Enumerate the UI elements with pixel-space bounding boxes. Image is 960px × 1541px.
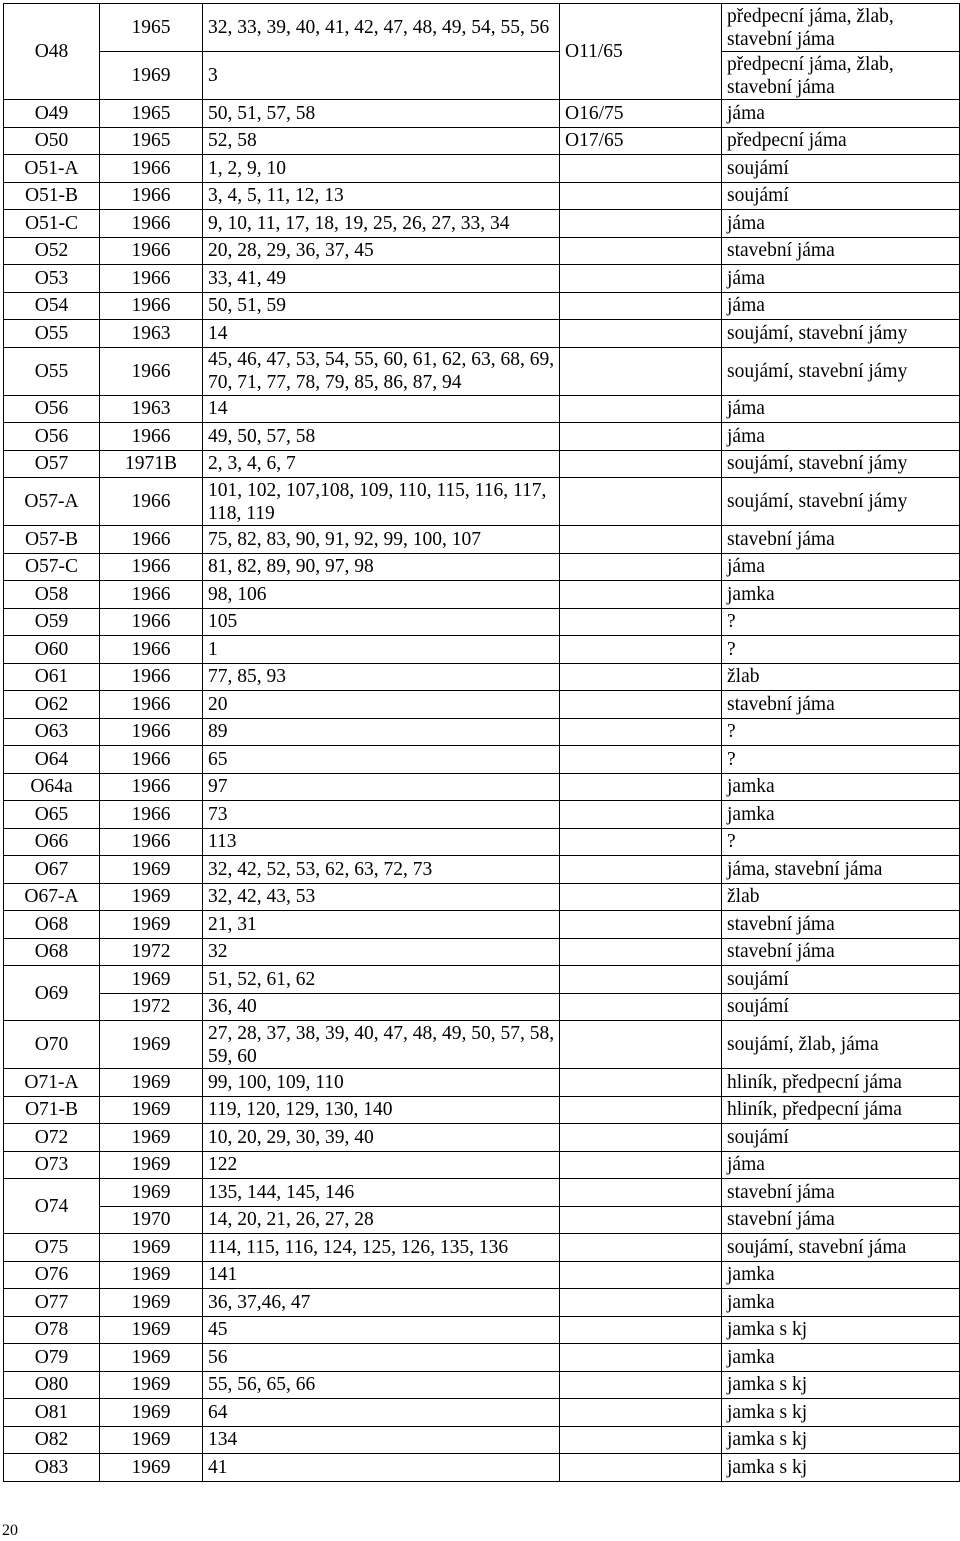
table-row [4, 210, 960, 238]
year-cell: 1969 [100, 1124, 203, 1152]
feature-type-cell: soujámí, stavební jámy [722, 320, 960, 348]
objects-table [3, 3, 960, 1482]
year-cell: 1966 [100, 801, 203, 829]
feature-type-cell: hliník, předpecní jáma [722, 1096, 960, 1124]
reference-cell [560, 1069, 722, 1097]
object-id-cell: O66 [4, 828, 100, 856]
year-cell: 1969 [100, 1289, 203, 1317]
reference-cell: O11/65 [560, 4, 722, 100]
squares-cell: 73 [203, 801, 560, 829]
squares-cell: 134 [203, 1426, 560, 1454]
object-id-cell: O57-A [4, 478, 100, 526]
year-cell: 1972 [100, 938, 203, 966]
reference-cell [560, 395, 722, 423]
year-cell: 1966 [100, 553, 203, 581]
reference-cell [560, 210, 722, 238]
feature-type-cell: ? [722, 718, 960, 746]
reference-cell [560, 1179, 722, 1207]
feature-type-cell: jáma [722, 395, 960, 423]
table-row [4, 608, 960, 636]
year-cell: 1966 [100, 691, 203, 719]
reference-cell [560, 608, 722, 636]
object-id-cell: O54 [4, 292, 100, 320]
table-row [4, 478, 960, 526]
squares-cell: 33, 41, 49 [203, 265, 560, 293]
table-row [4, 883, 960, 911]
year-cell: 1969 [100, 1316, 203, 1344]
year-cell: 1969 [100, 1454, 203, 1482]
squares-cell: 10, 20, 29, 30, 39, 40 [203, 1124, 560, 1152]
year-cell: 1969 [100, 1344, 203, 1372]
feature-type-cell: stavební jáma [722, 911, 960, 939]
squares-cell: 114, 115, 116, 124, 125, 126, 135, 136 [203, 1234, 560, 1262]
squares-cell: 50, 51, 59 [203, 292, 560, 320]
object-id-cell: O59 [4, 608, 100, 636]
object-id-cell: O51-C [4, 210, 100, 238]
reference-cell [560, 237, 722, 265]
table-row [4, 320, 960, 348]
table-row [4, 395, 960, 423]
table-row [4, 1151, 960, 1179]
feature-type-cell: jamka [722, 773, 960, 801]
squares-cell: 32, 33, 39, 40, 41, 42, 47, 48, 49, 54, 55, 56 [203, 4, 560, 52]
table-row [4, 127, 960, 155]
object-id-cell: O71-A [4, 1069, 100, 1097]
squares-cell: 41 [203, 1454, 560, 1482]
table-row [4, 1234, 960, 1262]
object-id-cell: O81 [4, 1399, 100, 1427]
table-row [4, 801, 960, 829]
object-id-cell: O82 [4, 1426, 100, 1454]
object-id-cell: O67-A [4, 883, 100, 911]
reference-cell [560, 1399, 722, 1427]
feature-type-cell: soujámí, stavební jáma [722, 1234, 960, 1262]
squares-cell: 27, 28, 37, 38, 39, 40, 47, 48, 49, 50, 57, 58, 59, 60 [203, 1021, 560, 1069]
object-id-cell: O55 [4, 347, 100, 395]
reference-cell [560, 1124, 722, 1152]
year-cell: 1966 [100, 210, 203, 238]
squares-cell: 75, 82, 83, 90, 91, 92, 99, 100, 107 [203, 526, 560, 554]
feature-type-cell: žlab [722, 663, 960, 691]
table-row [4, 911, 960, 939]
table-row [4, 526, 960, 554]
table-row [4, 553, 960, 581]
object-id-cell: O79 [4, 1344, 100, 1372]
squares-cell: 56 [203, 1344, 560, 1372]
table-row [4, 691, 960, 719]
year-cell: 1966 [100, 581, 203, 609]
object-id-cell: O57 [4, 450, 100, 478]
year-cell: 1970 [100, 1206, 203, 1234]
feature-type-cell: jáma, stavební jáma [722, 856, 960, 884]
object-id-cell: O74 [4, 1179, 100, 1234]
reference-cell [560, 993, 722, 1021]
table-row [4, 718, 960, 746]
table-row [4, 773, 960, 801]
reference-cell: O17/65 [560, 127, 722, 155]
reference-cell [560, 423, 722, 451]
year-cell: 1966 [100, 608, 203, 636]
table-row [4, 938, 960, 966]
object-id-cell: O69 [4, 966, 100, 1021]
reference-cell [560, 966, 722, 994]
reference-cell [560, 526, 722, 554]
year-cell: 1969 [100, 1371, 203, 1399]
reference-cell [560, 1316, 722, 1344]
table-row [4, 450, 960, 478]
squares-cell: 81, 82, 89, 90, 97, 98 [203, 553, 560, 581]
object-id-cell: O72 [4, 1124, 100, 1152]
feature-type-cell: jáma [722, 210, 960, 238]
year-cell: 1969 [100, 1179, 203, 1207]
object-id-cell: O68 [4, 938, 100, 966]
squares-cell: 32, 42, 52, 53, 62, 63, 72, 73 [203, 856, 560, 884]
table-row [4, 1069, 960, 1097]
squares-cell: 21, 31 [203, 911, 560, 939]
feature-type-cell: jáma [722, 292, 960, 320]
feature-type-cell: stavební jáma [722, 237, 960, 265]
table-row [4, 746, 960, 774]
table-row [4, 966, 960, 994]
reference-cell [560, 1261, 722, 1289]
reference-cell [560, 1206, 722, 1234]
table-row [4, 347, 960, 395]
table-row [4, 1316, 960, 1344]
feature-type-cell: soujámí [722, 155, 960, 183]
year-cell: 1966 [100, 746, 203, 774]
year-cell: 1969 [100, 1069, 203, 1097]
table-row [4, 1289, 960, 1317]
feature-type-cell: jamka s kj [722, 1316, 960, 1344]
object-id-cell: O78 [4, 1316, 100, 1344]
year-cell: 1965 [100, 4, 203, 52]
squares-cell: 135, 144, 145, 146 [203, 1179, 560, 1207]
feature-type-cell: ? [722, 746, 960, 774]
year-cell: 1969 [100, 1261, 203, 1289]
reference-cell [560, 182, 722, 210]
reference-cell [560, 938, 722, 966]
reference-cell [560, 911, 722, 939]
object-id-cell: O76 [4, 1261, 100, 1289]
object-id-cell: O64a [4, 773, 100, 801]
object-id-cell: O68 [4, 911, 100, 939]
feature-type-cell: jamka s kj [722, 1399, 960, 1427]
object-id-cell: O70 [4, 1021, 100, 1069]
feature-type-cell: hliník, předpecní jáma [722, 1069, 960, 1097]
squares-cell: 97 [203, 773, 560, 801]
reference-cell [560, 718, 722, 746]
squares-cell: 49, 50, 57, 58 [203, 423, 560, 451]
feature-type-cell: soujámí, stavební jámy [722, 478, 960, 526]
feature-type-cell: ? [722, 828, 960, 856]
table-row [4, 182, 960, 210]
object-id-cell: O75 [4, 1234, 100, 1262]
object-id-cell: O51-B [4, 182, 100, 210]
squares-cell: 14, 20, 21, 26, 27, 28 [203, 1206, 560, 1234]
reference-cell [560, 663, 722, 691]
year-cell: 1969 [100, 1234, 203, 1262]
reference-cell [560, 155, 722, 183]
object-id-cell: O73 [4, 1151, 100, 1179]
feature-type-cell: jáma [722, 423, 960, 451]
object-id-cell: O52 [4, 237, 100, 265]
feature-type-cell: stavební jáma [722, 938, 960, 966]
squares-cell: 119, 120, 129, 130, 140 [203, 1096, 560, 1124]
feature-type-cell: soujámí [722, 182, 960, 210]
squares-cell: 105 [203, 608, 560, 636]
object-id-cell: O63 [4, 718, 100, 746]
object-id-cell: O48 [4, 4, 100, 100]
table-row [4, 100, 960, 128]
table-row [4, 1021, 960, 1069]
table-row [4, 1179, 960, 1207]
feature-type-cell: soujámí, stavební jámy [722, 347, 960, 395]
squares-cell: 64 [203, 1399, 560, 1427]
feature-type-cell: ? [722, 636, 960, 664]
object-id-cell: O77 [4, 1289, 100, 1317]
reference-cell [560, 581, 722, 609]
reference-cell [560, 883, 722, 911]
year-cell: 1966 [100, 828, 203, 856]
feature-type-cell: soujámí, stavební jámy [722, 450, 960, 478]
table-row [4, 993, 960, 1021]
table-row [4, 1206, 960, 1234]
reference-cell [560, 320, 722, 348]
feature-type-cell: stavební jáma [722, 1206, 960, 1234]
year-cell: 1969 [100, 1096, 203, 1124]
table-row [4, 265, 960, 293]
reference-cell [560, 1234, 722, 1262]
table-row [4, 423, 960, 451]
table-row [4, 856, 960, 884]
table-row [4, 52, 960, 100]
squares-cell: 3 [203, 52, 560, 100]
squares-cell: 45 [203, 1316, 560, 1344]
table-row [4, 581, 960, 609]
squares-cell: 1 [203, 636, 560, 664]
squares-cell: 45, 46, 47, 53, 54, 55, 60, 61, 62, 63, 68, 69, 70, 71, 77, 78, 79, 85, 86, 87, 94 [203, 347, 560, 395]
feature-type-cell: stavební jáma [722, 1179, 960, 1207]
year-cell: 1969 [100, 911, 203, 939]
feature-type-cell: předpecní jáma, žlab, stavební jáma [722, 4, 960, 52]
table-row [4, 636, 960, 664]
object-id-cell: O51-A [4, 155, 100, 183]
year-cell: 1963 [100, 395, 203, 423]
year-cell: 1966 [100, 423, 203, 451]
feature-type-cell: jamka [722, 801, 960, 829]
feature-type-cell: soujámí [722, 966, 960, 994]
squares-cell: 20, 28, 29, 36, 37, 45 [203, 237, 560, 265]
year-cell: 1972 [100, 993, 203, 1021]
table-row [4, 155, 960, 183]
reference-cell [560, 801, 722, 829]
reference-cell [560, 1151, 722, 1179]
feature-type-cell: jamka [722, 1289, 960, 1317]
reference-cell [560, 1021, 722, 1069]
squares-cell: 14 [203, 395, 560, 423]
squares-cell: 20 [203, 691, 560, 719]
object-id-cell: O61 [4, 663, 100, 691]
object-id-cell: O62 [4, 691, 100, 719]
squares-cell: 98, 106 [203, 581, 560, 609]
reference-cell [560, 1096, 722, 1124]
reference-cell [560, 1344, 722, 1372]
year-cell: 1965 [100, 100, 203, 128]
feature-type-cell: jamka s kj [722, 1426, 960, 1454]
object-id-cell: O71-B [4, 1096, 100, 1124]
year-cell: 1966 [100, 182, 203, 210]
object-id-cell: O64 [4, 746, 100, 774]
year-cell: 1966 [100, 636, 203, 664]
reference-cell [560, 856, 722, 884]
squares-cell: 9, 10, 11, 17, 18, 19, 25, 26, 27, 33, 34 [203, 210, 560, 238]
squares-cell: 14 [203, 320, 560, 348]
squares-cell: 2, 3, 4, 6, 7 [203, 450, 560, 478]
squares-cell: 122 [203, 1151, 560, 1179]
table-row [4, 828, 960, 856]
year-cell: 1969 [100, 1426, 203, 1454]
reference-cell [560, 265, 722, 293]
feature-type-cell: předpecní jáma [722, 127, 960, 155]
feature-type-cell: soujámí, žlab, jáma [722, 1021, 960, 1069]
object-id-cell: O67 [4, 856, 100, 884]
feature-type-cell: předpecní jáma, žlab, stavební jáma [722, 52, 960, 100]
reference-cell [560, 746, 722, 774]
feature-type-cell: soujámí [722, 1124, 960, 1152]
squares-cell: 36, 40 [203, 993, 560, 1021]
reference-cell [560, 1289, 722, 1317]
year-cell: 1966 [100, 663, 203, 691]
feature-type-cell: jamka s kj [722, 1371, 960, 1399]
object-id-cell: O65 [4, 801, 100, 829]
object-id-cell: O60 [4, 636, 100, 664]
reference-cell [560, 553, 722, 581]
year-cell: 1966 [100, 526, 203, 554]
year-cell: 1966 [100, 718, 203, 746]
table-row [4, 237, 960, 265]
squares-cell: 141 [203, 1261, 560, 1289]
year-cell: 1969 [100, 1399, 203, 1427]
reference-cell [560, 347, 722, 395]
reference-cell [560, 478, 722, 526]
feature-type-cell: soujámí [722, 993, 960, 1021]
feature-type-cell: jáma [722, 100, 960, 128]
feature-type-cell: jáma [722, 1151, 960, 1179]
squares-cell: 1, 2, 9, 10 [203, 155, 560, 183]
year-cell: 1966 [100, 155, 203, 183]
year-cell: 1969 [100, 1021, 203, 1069]
year-cell: 1969 [100, 966, 203, 994]
object-id-cell: O56 [4, 395, 100, 423]
object-id-cell: O53 [4, 265, 100, 293]
reference-cell [560, 1426, 722, 1454]
object-id-cell: O49 [4, 100, 100, 128]
reference-cell [560, 450, 722, 478]
squares-cell: 101, 102, 107,108, 109, 110, 115, 116, 117, 118, 119 [203, 478, 560, 526]
table-row [4, 1371, 960, 1399]
feature-type-cell: ? [722, 608, 960, 636]
object-id-cell: O56 [4, 423, 100, 451]
year-cell: 1969 [100, 856, 203, 884]
table-row [4, 1454, 960, 1482]
squares-cell: 36, 37,46, 47 [203, 1289, 560, 1317]
squares-cell: 99, 100, 109, 110 [203, 1069, 560, 1097]
feature-type-cell: stavební jáma [722, 526, 960, 554]
year-cell: 1969 [100, 883, 203, 911]
reference-cell [560, 1371, 722, 1399]
table-row [4, 1426, 960, 1454]
table-row [4, 1399, 960, 1427]
table-row [4, 1261, 960, 1289]
squares-cell: 32, 42, 43, 53 [203, 883, 560, 911]
year-cell: 1969 [100, 1151, 203, 1179]
squares-cell: 51, 52, 61, 62 [203, 966, 560, 994]
table-row [4, 4, 960, 52]
feature-type-cell: žlab [722, 883, 960, 911]
feature-type-cell: jáma [722, 553, 960, 581]
squares-cell: 113 [203, 828, 560, 856]
table-row [4, 292, 960, 320]
year-cell: 1966 [100, 265, 203, 293]
object-id-cell: O58 [4, 581, 100, 609]
feature-type-cell: jamka [722, 1261, 960, 1289]
year-cell: 1966 [100, 773, 203, 801]
table-row [4, 1124, 960, 1152]
year-cell: 1966 [100, 292, 203, 320]
reference-cell [560, 636, 722, 664]
reference-cell [560, 691, 722, 719]
table-row [4, 663, 960, 691]
squares-cell: 50, 51, 57, 58 [203, 100, 560, 128]
feature-type-cell: jamka s kj [722, 1454, 960, 1482]
year-cell: 1966 [100, 237, 203, 265]
feature-type-cell: jáma [722, 265, 960, 293]
squares-cell: 89 [203, 718, 560, 746]
feature-type-cell: stavební jáma [722, 691, 960, 719]
squares-cell: 77, 85, 93 [203, 663, 560, 691]
object-id-cell: O50 [4, 127, 100, 155]
feature-type-cell: jamka [722, 581, 960, 609]
object-id-cell: O83 [4, 1454, 100, 1482]
year-cell: 1969 [100, 52, 203, 100]
object-id-cell: O55 [4, 320, 100, 348]
reference-cell [560, 773, 722, 801]
reference-cell [560, 292, 722, 320]
reference-cell [560, 1454, 722, 1482]
year-cell: 1966 [100, 478, 203, 526]
table-row [4, 1096, 960, 1124]
reference-cell: O16/75 [560, 100, 722, 128]
squares-cell: 3, 4, 5, 11, 12, 13 [203, 182, 560, 210]
year-cell: 1966 [100, 347, 203, 395]
squares-cell: 55, 56, 65, 66 [203, 1371, 560, 1399]
year-cell: 1965 [100, 127, 203, 155]
table-row [4, 1344, 960, 1372]
feature-type-cell: jamka [722, 1344, 960, 1372]
squares-cell: 32 [203, 938, 560, 966]
squares-cell: 65 [203, 746, 560, 774]
squares-cell: 52, 58 [203, 127, 560, 155]
object-id-cell: O57-C [4, 553, 100, 581]
objects-table-body [4, 4, 960, 1482]
object-id-cell: O57-B [4, 526, 100, 554]
object-id-cell: O80 [4, 1371, 100, 1399]
year-cell: 1963 [100, 320, 203, 348]
year-cell: 1971B [100, 450, 203, 478]
reference-cell [560, 828, 722, 856]
page-number: 20 [2, 1522, 18, 1539]
